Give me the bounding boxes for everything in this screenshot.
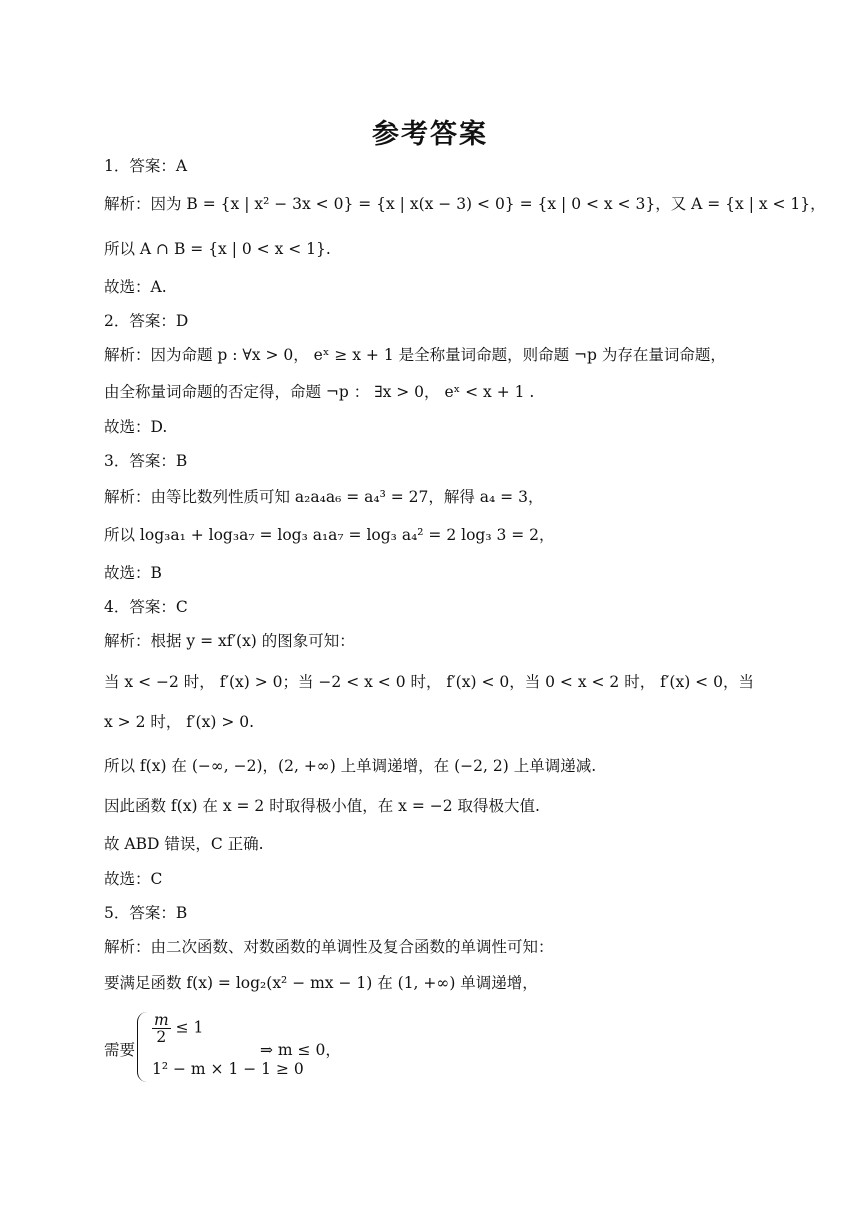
system-row-1	[152, 1012, 203, 1045]
fraction-numerator: m	[154, 1011, 169, 1029]
answer-1-analysis: 解析：因为 B = {x | x² − 3x < 0} = {x | x(x − 3) < 0} = {x | 0 < x < 3}，又 A = {x | x < 1}，	[104, 195, 826, 213]
answer-4-extrema: 因此函数 f(x) 在 x = 2 时取得极小值，在 x = −2 取得极大值.	[104, 797, 540, 815]
fraction-denominator: 2	[156, 1028, 167, 1046]
answer-4-heading: 4．答案：C	[104, 598, 188, 616]
system-row-1-relation: ≤ 1	[175, 1018, 204, 1037]
answer-1-analysis-cont: 所以 A ∩ B = {x | 0 < x < 1}.	[104, 240, 331, 258]
answer-5-condition: 要满足函数 f(x) = log₂(x² − mx − 1) 在 (1, +∞) 单调递增，	[104, 974, 538, 992]
answer-1-choice: 故选：A.	[104, 278, 167, 296]
page-title: 参考答案	[372, 119, 488, 150]
answer-4-monotonicity: 所以 f(x) 在 (−∞, −2)，(2, +∞) 上单调递增，在 (−2, 2) 上单调递减.	[104, 757, 597, 775]
answer-3-choice: 故选：B	[104, 564, 162, 582]
left-brace	[137, 1012, 148, 1082]
answer-4-analysis-cases-cont: x > 2 时， f′(x) > 0.	[104, 713, 255, 731]
answer-3-analysis-cont: 所以 log₃a₁ + log₃a₇ = log₃ a₁a₇ = log₃ a₄² = 2 log₃ 3 = 2，	[104, 526, 555, 544]
answer-2-heading: 2．答案：D	[104, 312, 189, 330]
fraction	[152, 1012, 171, 1045]
answer-4-analysis: 解析：根据 y = xf′(x) 的图象可知：	[104, 632, 355, 650]
system-row-2: 1² − m × 1 − 1 ≥ 0	[152, 1060, 304, 1078]
answer-2-analysis-cont: 由全称量词命题的否定得，命题 ¬p ： ∃x > 0， eˣ < x + 1 .	[104, 383, 535, 401]
answer-4-choice: 故选：C	[104, 870, 163, 888]
answer-5-heading: 5．答案：B	[104, 904, 188, 922]
answer-5-analysis: 解析：由二次函数、对数函数的单调性及复合函数的单调性可知：	[104, 938, 554, 956]
answer-3-analysis: 解析：由等比数列性质可知 a₂a₄a₆ = a₄³ = 27，解得 a₄ = 3，	[104, 488, 544, 506]
answer-2-analysis: 解析：因为命题 p : ∀x > 0， eˣ ≥ x + 1 是全称量词命题，则命题 ¬p 为存在量词命题，	[104, 346, 726, 364]
answer-2-choice: 故选：D.	[104, 418, 168, 436]
answer-4-conclusion: 故 ABD 错误，C 正确.	[104, 835, 264, 853]
system-label: 需要	[104, 1041, 136, 1059]
answer-3-heading: 3．答案：B	[104, 452, 188, 470]
answer-1-heading: 1．答案：A	[104, 157, 188, 175]
system-result: ⇒ m ≤ 0，	[260, 1041, 341, 1059]
answer-4-analysis-cases: 当 x < −2 时， f′(x) > 0；当 −2 < x < 0 时， f′(x) < 0，当 0 < x < 2 时， f′(x) < 0，当	[104, 673, 754, 691]
